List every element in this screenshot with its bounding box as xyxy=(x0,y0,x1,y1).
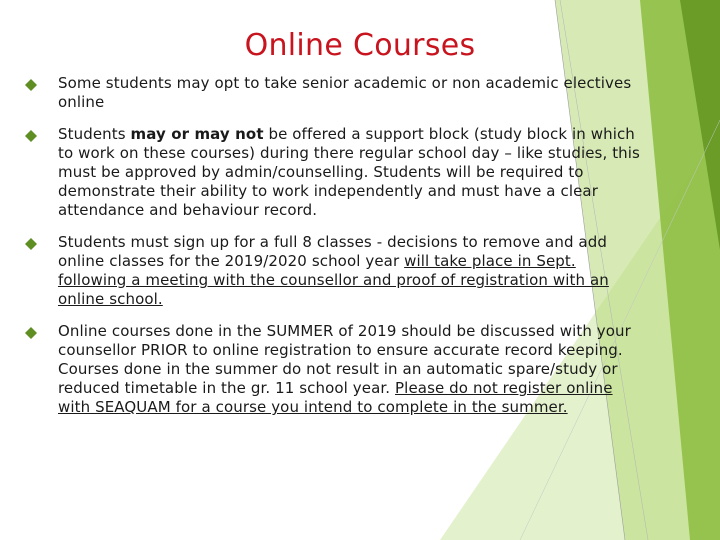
bullet-text-underlined: will take place in Sept. following a meeting with the counsellor and proof of registration with an online school. xyxy=(58,252,609,308)
bullet-text xyxy=(58,322,640,417)
diamond-bullet-icon xyxy=(25,238,37,250)
diamond-bullet-icon xyxy=(25,327,37,339)
bullet-item xyxy=(0,125,640,220)
bullet-text xyxy=(58,74,640,112)
bullet-text-plain: Students must sign up for a full 8 classes - decisions to remove and add online classes for the 2019/2020 school year xyxy=(58,233,607,270)
slide-title: Online Courses xyxy=(244,28,476,63)
bullet-item xyxy=(0,74,640,112)
bullet-text xyxy=(58,125,640,220)
diamond-bullet-icon xyxy=(25,130,37,142)
bullet-text-plain: Some students may opt to take senior academic or non academic electives online xyxy=(58,74,632,111)
diamond-bullet-icon xyxy=(25,79,37,91)
bullet-text-plain: Online courses done in the SUMMER of 2019 should be discussed with your counsellor PRIOR to online registration to ensure accurate record keeping. Courses done in the summer do not result in an automatic spare/study or reduced timetable in the gr. 11 school year. xyxy=(58,322,631,397)
bullet-text-underlined: Please do not register online with SEAQUAM for a course you intend to complete in the summer. xyxy=(58,379,613,416)
bullet-item xyxy=(0,233,640,309)
bullet-text xyxy=(58,233,640,309)
bullet-text-bold: may or may not xyxy=(130,125,264,143)
bullet-item xyxy=(0,322,640,417)
bullet-list xyxy=(0,74,640,430)
bullet-text-plain: be offered a support block (study block in which to work on these courses) during there regular school day – like studies, this must be approved by admin/counselling. Students will be required to demonstrate their ability to work independently and must have a clear attendance and behaviour record. xyxy=(58,125,640,219)
bullet-text-plain: Students xyxy=(58,125,131,143)
